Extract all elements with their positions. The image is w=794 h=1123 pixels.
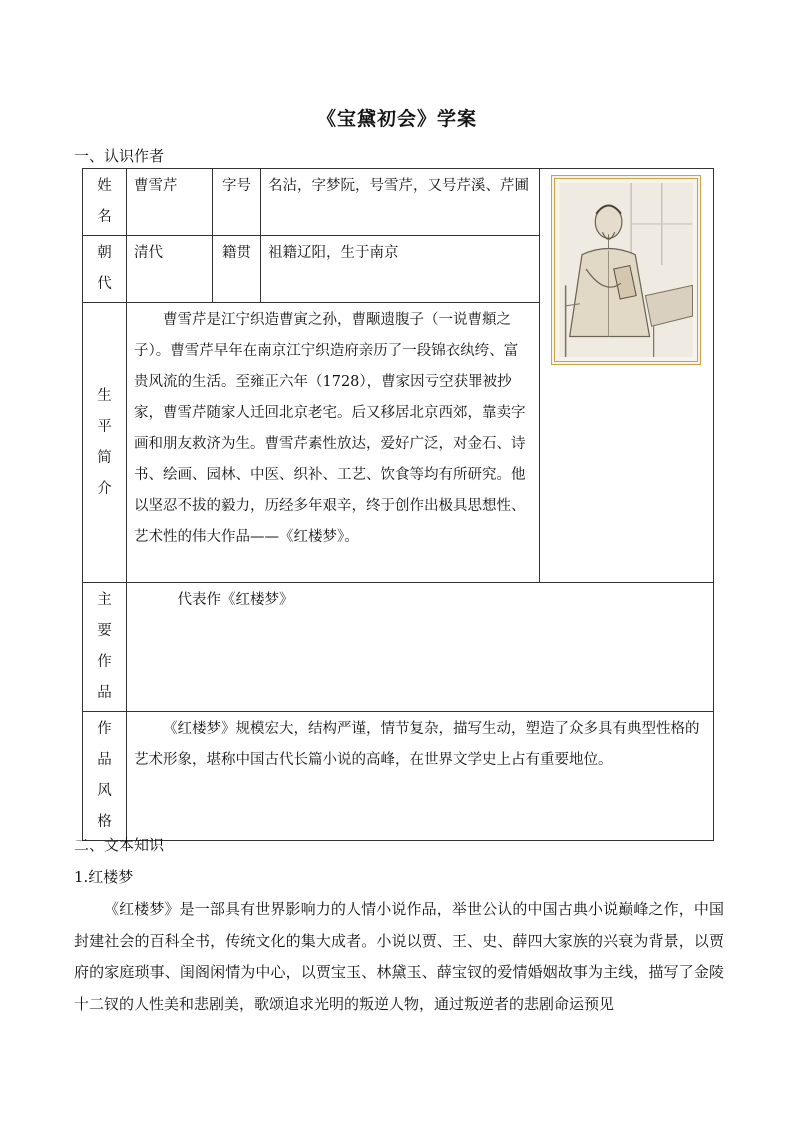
subheading-hongloumeng: 1.红楼梦 [74,868,134,886]
dynasty-label: 朝 代 [83,236,127,303]
section-heading-author: 一、认识作者 [74,147,165,165]
page-title: 《宝黛初会》学案 [316,108,477,130]
portrait-cell [540,169,714,583]
portrait-image [559,183,693,357]
works-label: 主 要 作 品 [83,583,127,712]
section-heading-text-knowledge: 二、文本知识 [74,836,165,854]
dynasty-value: 清代 [127,236,213,303]
zihao-value: 名沾，字梦阮，号雪芹，又号芹溪、芹圃 [261,169,540,236]
bio-text: 曹雪芹是江宁织造曹寅之孙，曹颙遗腹子（一说曹頫之子）。曹雪芹早年在南京江宁织造府亲历了一段锦衣纨绔、富贵风流的生活。至雍正六年（1728），曹家因亏空获罪被抄家，曹雪芹随家人迁回北京老宅。后又移居北京西郊，靠卖字画和朋友救济为生。曹雪芹素性放达，爱好广泛，对金石、诗书、绘画、园林、中医、织补、工艺、饮食等均有所研究。他以坚忍不拔的毅力，历经多年艰辛，终于创作出极具思想性、艺术性的伟大作品——《红楼梦》。 [127,303,540,583]
works-text: 代表作《红楼梦》 [127,583,714,712]
origin-label: 籍贯 [213,236,261,303]
name-value: 曹雪芹 [127,169,213,236]
name-label: 姓 名 [83,169,127,236]
origin-value: 祖籍辽阳，生于南京 [261,236,540,303]
portrait-frame [551,175,701,365]
zihao-label: 字号 [213,169,261,236]
author-info-table [82,168,714,841]
style-label: 作 品 风 格 [83,712,127,841]
hongloumeng-paragraph: 《红楼梦》是一部具有世界影响力的人情小说作品，举世公认的中国古典小说巅峰之作，中国封建社会的百科全书，传统文化的集大成者。小说以贾、王、史、薛四大家族的兴衰为背景，以贾府的家庭琐事、闺阁闲情为中心，以贾宝玉、林黛玉、薛宝钗的爱情婚姻故事为主线，描写了金陵十二钗的人性美和悲剧美，歌颂追求光明的叛逆人物，通过叛逆者的悲剧命运预见 [74,900,724,1013]
bio-label: 生 平 简 介 [83,303,127,583]
style-text: 《红楼梦》规模宏大，结构严谨，情节复杂，描写生动，塑造了众多具有典型性格的艺术形象，堪称中国古代长篇小说的高峰，在世界文学史上占有重要地位。 [127,712,714,841]
